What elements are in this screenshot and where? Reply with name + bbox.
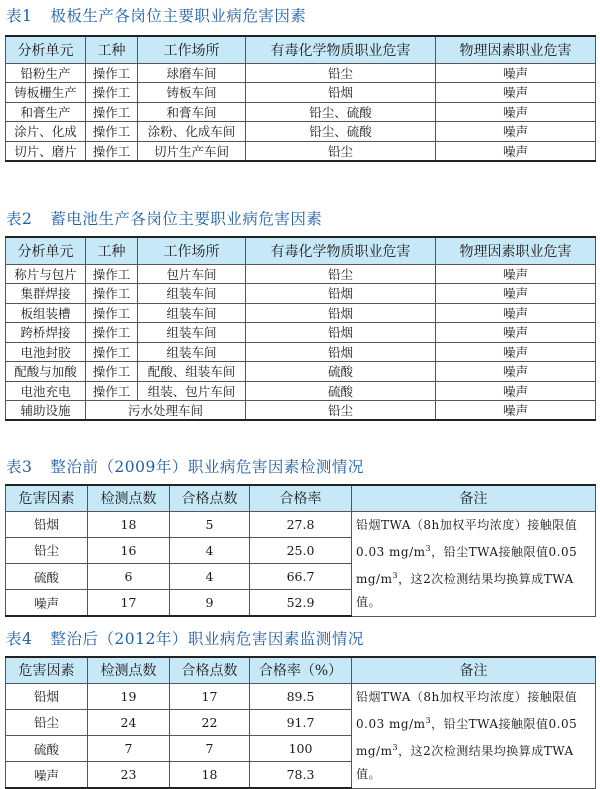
table-cell: 集群焊接	[6, 284, 86, 304]
table1-header-cell: 物理因素职业危害	[436, 36, 596, 63]
table-cell: 噪声	[6, 762, 88, 788]
table-cell: 17	[88, 590, 170, 616]
table-cell: 91.7	[250, 709, 352, 735]
table2-caption	[6, 207, 322, 229]
table-cell: 硫酸	[6, 564, 88, 590]
table-cell: 操作工	[86, 342, 138, 362]
table-cell: 噪声	[6, 590, 88, 616]
table-cell: 辅助设施	[6, 401, 86, 421]
table4-note	[352, 683, 596, 788]
table-row	[6, 683, 596, 709]
table-row	[6, 284, 596, 304]
table-cell: 涂粉、化成车间	[138, 122, 246, 142]
table-cell: 铅烟	[246, 323, 436, 343]
table-cell: 5	[170, 511, 250, 537]
table-row	[6, 381, 596, 401]
table-row	[6, 401, 596, 421]
table-cell: 19	[88, 683, 170, 709]
table-cell: 组装、包片车间	[138, 381, 246, 401]
table-cell: 和膏生产	[6, 102, 86, 122]
table2-header-row	[6, 237, 596, 264]
table-cell: 89.5	[250, 683, 352, 709]
table-cell: 铅尘、硫酸	[246, 102, 436, 122]
table-cell: 操作工	[86, 122, 138, 142]
table2-header-cell: 工作场所	[138, 237, 246, 264]
table-cell: 跨桥焊接	[6, 323, 86, 343]
table-cell: 铅粉生产	[6, 63, 86, 83]
table-cell: 硫酸	[246, 362, 436, 382]
table4-header-cell: 检测点数	[88, 657, 170, 683]
table-cell: 17	[170, 683, 250, 709]
table-cell: 操作工	[86, 381, 138, 401]
table-row	[6, 342, 596, 362]
table-row	[6, 511, 596, 537]
table-cell: 铅尘	[6, 537, 88, 563]
table-cell: 9	[170, 590, 250, 616]
table-cell: 铅烟	[6, 683, 88, 709]
table4	[5, 656, 596, 789]
table-cell: 组装车间	[138, 284, 246, 304]
table-cell: 18	[170, 762, 250, 788]
table1-header-cell: 分析单元	[6, 36, 86, 63]
table-cell: 配酸、组装车间	[138, 362, 246, 382]
table2	[5, 236, 596, 421]
table-cell: 配酸与加酸	[6, 362, 86, 382]
table-cell: 操作工	[86, 303, 138, 323]
table-cell: 切片生产车间	[138, 141, 246, 161]
table-cell: 16	[88, 537, 170, 563]
table-cell: 铅烟	[246, 303, 436, 323]
table-cell: 操作工	[86, 83, 138, 103]
table-row	[6, 83, 596, 103]
table4-caption	[6, 627, 364, 649]
table1-header-cell: 有毒化学物质职业危害	[246, 36, 436, 63]
table-cell: 噪声	[436, 303, 596, 323]
table-cell: 操作工	[86, 323, 138, 343]
table-cell: 操作工	[86, 264, 138, 284]
table-cell: 铅烟	[246, 83, 436, 103]
table-cell: 噪声	[436, 323, 596, 343]
table3-header-cell: 危害因素	[6, 485, 88, 511]
table-row	[6, 303, 596, 323]
table-cell: 22	[170, 709, 250, 735]
table3-header-cell: 检测点数	[88, 485, 170, 511]
table4-header-cell: 危害因素	[6, 657, 88, 683]
table-cell: 铅烟	[6, 511, 88, 537]
table-cell: 噪声	[436, 141, 596, 161]
table1-header-row	[6, 36, 596, 63]
table-cell: 操作工	[86, 63, 138, 83]
table3-caption	[6, 455, 364, 477]
table-row	[6, 102, 596, 122]
table-cell: 噪声	[436, 284, 596, 304]
table-cell: 电池封胶	[6, 342, 86, 362]
table-cell: 78.3	[250, 762, 352, 788]
table2-header-cell: 物理因素职业危害	[436, 237, 596, 264]
table-cell: 组装车间	[138, 323, 246, 343]
table-cell: 板组装槽	[6, 303, 86, 323]
note-superscript: 3	[425, 543, 432, 553]
table-cell: 铅尘	[246, 264, 436, 284]
table-cell: 硫酸	[6, 736, 88, 762]
table3-number: 表3	[6, 458, 33, 476]
table-cell: 铅尘	[6, 709, 88, 735]
table2-header-cell: 分析单元	[6, 237, 86, 264]
note-superscript: 3	[392, 742, 399, 752]
table-cell: 23	[88, 762, 170, 788]
table-cell: 7	[88, 736, 170, 762]
table-cell: 铅尘	[246, 141, 436, 161]
note-text: ，铅尘TWA接触限值0.05 mg/m	[356, 544, 578, 586]
table3-note	[352, 511, 596, 616]
table-cell: 铅烟	[246, 284, 436, 304]
table2-header-cell: 有毒化学物质职业危害	[246, 237, 436, 264]
table-cell: 操作工	[86, 102, 138, 122]
table2-header-cell: 工种	[86, 237, 138, 264]
table-row	[6, 362, 596, 382]
table4-header-cell: 合格率（%）	[250, 657, 352, 683]
table-cell: 硫酸	[246, 381, 436, 401]
table-cell: 66.7	[250, 564, 352, 590]
table3-header-cell: 合格点数	[170, 485, 250, 511]
table-cell: 铸板栅生产	[6, 83, 86, 103]
table4-header-cell: 备注	[352, 657, 596, 683]
table4-header-row	[6, 657, 596, 683]
table-cell: 铅尘、硫酸	[246, 122, 436, 142]
table-row	[6, 323, 596, 343]
table-cell: 噪声	[436, 63, 596, 83]
table-cell: 涂片、化成	[6, 122, 86, 142]
note-text: ，这2次检测结果均换算成TWA值。	[356, 571, 574, 609]
table-cell: 25.0	[250, 537, 352, 563]
table1-caption	[6, 4, 306, 26]
table3-title: 整治前（2009年）职业病危害因素检测情况	[50, 458, 364, 476]
table4-number: 表4	[6, 630, 33, 648]
table-cell: 噪声	[436, 83, 596, 103]
table-cell: 52.9	[250, 590, 352, 616]
table1-title: 极板生产各岗位主要职业病危害因素	[50, 7, 307, 25]
table-cell: 组装车间	[138, 303, 246, 323]
note-text: 铅烟TWA（8h加权平均浓度）接触限值0.03 mg/m	[356, 517, 578, 559]
table2-number: 表2	[6, 210, 33, 228]
table-cell: 27.8	[250, 511, 352, 537]
table3-header-row	[6, 485, 596, 511]
table-cell: 噪声	[436, 381, 596, 401]
table-cell: 铅尘	[246, 63, 436, 83]
table-cell: 铸板车间	[138, 83, 246, 103]
note-superscript: 3	[392, 570, 399, 580]
table-cell: 100	[250, 736, 352, 762]
note-text: ，这2次检测结果均换算成TWA值。	[356, 743, 574, 781]
table-cell: 噪声	[436, 362, 596, 382]
table3-header-cell: 合格率	[250, 485, 352, 511]
table-row	[6, 122, 596, 142]
table-cell: 噪声	[436, 264, 596, 284]
table-cell: 6	[88, 564, 170, 590]
table1	[5, 35, 596, 162]
table3	[5, 484, 596, 617]
table1-header-cell: 工作场所	[138, 36, 246, 63]
table-cell: 操作工	[86, 362, 138, 382]
table-cell: 球磨车间	[138, 63, 246, 83]
note-text: 铅烟TWA（8h加权平均浓度）接触限值0.03 mg/m	[356, 689, 578, 731]
table4-title: 整治后（2012年）职业病危害因素监测情况	[50, 630, 364, 648]
table-cell: 操作工	[86, 284, 138, 304]
table-cell: 噪声	[436, 102, 596, 122]
table1-number: 表1	[6, 7, 33, 25]
table-row	[6, 63, 596, 83]
table-row	[6, 264, 596, 284]
table-cell: 噪声	[436, 401, 596, 421]
table-cell: 称片与包片	[6, 264, 86, 284]
note-superscript: 3	[425, 715, 432, 725]
table-cell: 污水处理车间	[86, 401, 246, 421]
table-cell: 包片车间	[138, 264, 246, 284]
table-cell: 电池充电	[6, 381, 86, 401]
table-cell: 4	[170, 564, 250, 590]
table-cell: 噪声	[436, 342, 596, 362]
table-cell: 铅烟	[246, 342, 436, 362]
table2-title: 蓄电池生产各岗位主要职业病危害因素	[50, 210, 323, 228]
table-cell: 操作工	[86, 141, 138, 161]
table-cell: 切片、磨片	[6, 141, 86, 161]
table-row	[6, 141, 596, 161]
table-cell: 18	[88, 511, 170, 537]
table-cell: 铅尘	[246, 401, 436, 421]
table-cell: 噪声	[436, 122, 596, 142]
table-cell: 24	[88, 709, 170, 735]
table-cell: 7	[170, 736, 250, 762]
note-text: ，铅尘TWA接触限值0.05 mg/m	[356, 716, 578, 758]
table1-header-cell: 工种	[86, 36, 138, 63]
table3-header-cell: 备注	[352, 485, 596, 511]
table-cell: 4	[170, 537, 250, 563]
table4-header-cell: 合格点数	[170, 657, 250, 683]
table-cell: 和膏车间	[138, 102, 246, 122]
table-cell: 组装车间	[138, 342, 246, 362]
